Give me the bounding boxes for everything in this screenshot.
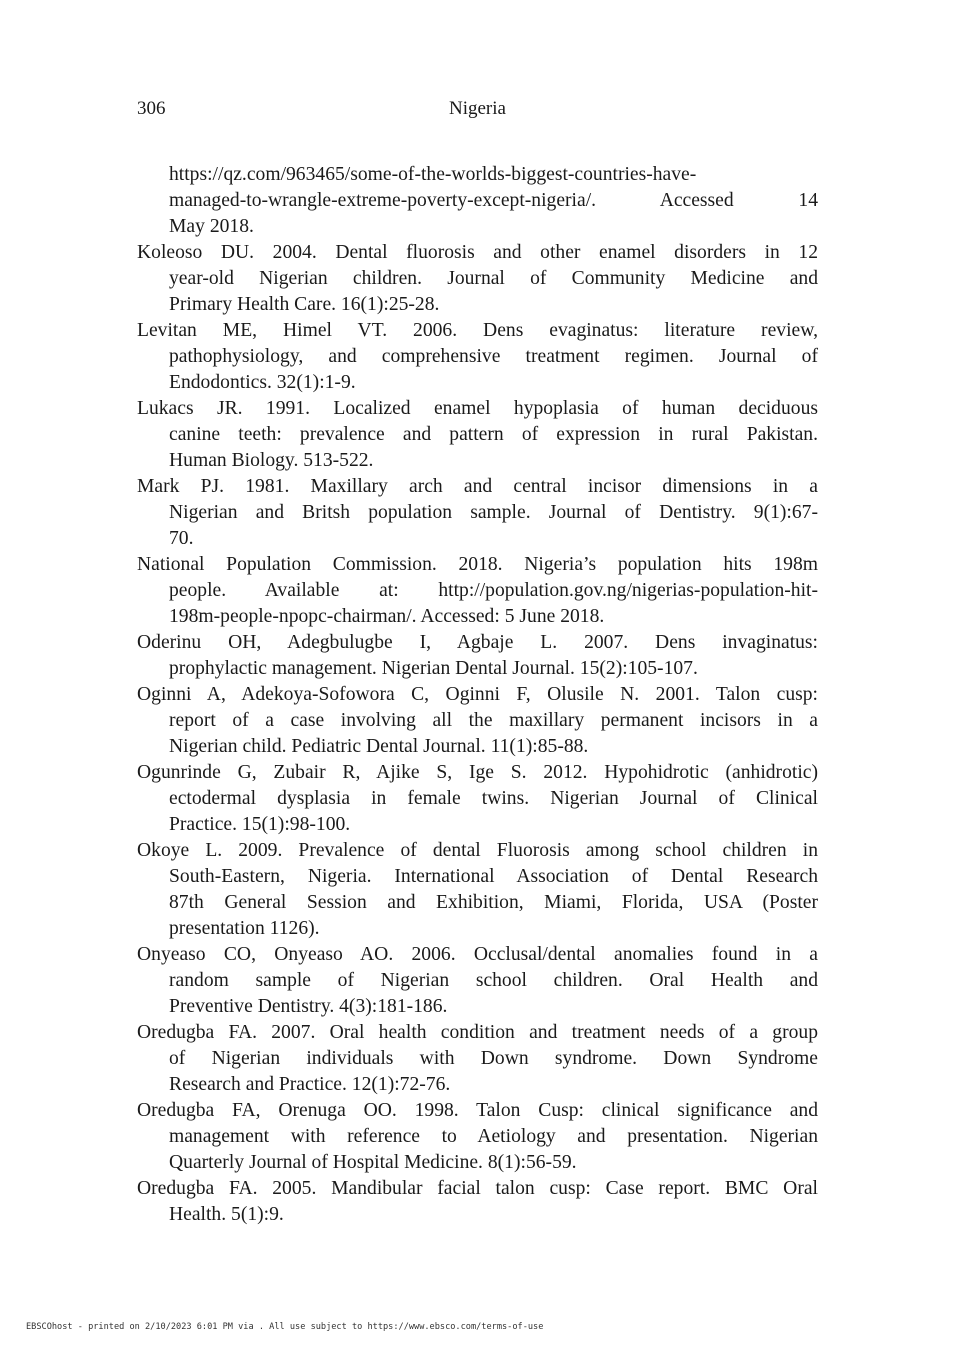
reference-line: pathophysiology, and comprehensive treatment regimen. Journal of [169,346,818,367]
reference-line: 70. [169,528,194,549]
reference-entry [137,838,818,942]
reference-line: https://qz.com/963465/some-of-the-worlds-biggest-countries-have- [169,164,697,185]
reference-entry [137,1098,818,1176]
reference-entry [137,162,818,240]
reference-entry [137,474,818,552]
reference-entry [137,1020,818,1098]
reference-line: May 2018. [169,216,254,237]
reference-line: Oginni A, Adekoya-Sofowora C, Oginni F, Olusile N. 2001. Talon cusp: [137,684,818,705]
print-footer: EBSCOhost - printed on 2/10/2023 6:01 PM via . All use subject to https://www.ebsco.com/terms-of-use [26,1322,544,1332]
reference-list [137,162,818,1228]
reference-line: ectodermal dysplasia in female twins. Nigerian Journal of Clinical [169,788,818,809]
reference-line: people. Available at: http://population.gov.ng/nigerias-population-hit- [169,580,818,601]
reference-entry [137,240,818,318]
reference-entry [137,682,818,760]
reference-entry [137,760,818,838]
reference-line: of Nigerian individuals with Down syndrome. Down Syndrome [169,1048,818,1069]
reference-line: Preventive Dentistry. 4(3):181-186. [169,996,448,1017]
reference-line: year-old Nigerian children. Journal of Community Medicine and [169,268,818,289]
reference-line: Quarterly Journal of Hospital Medicine. 8(1):56-59. [169,1152,577,1173]
reference-line: Koleoso DU. 2004. Dental fluorosis and other enamel disorders in 12 [137,242,818,263]
reference-line: Nigerian child. Pediatric Dental Journal. 11(1):85-88. [169,736,589,757]
reference-line: Endodontics. 32(1):1-9. [169,372,356,393]
reference-line: managed-to-wrangle-extreme-poverty-except-nigeria/. Accessed 14 [169,190,818,211]
reference-line: random sample of Nigerian school children. Oral Health and [169,970,818,991]
reference-line: report of a case involving all the maxillary permanent incisors in a [169,710,818,731]
reference-line: Lukacs JR. 1991. Localized enamel hypoplasia of human deciduous [137,398,818,419]
reference-entry [137,630,818,682]
reference-entry [137,942,818,1020]
reference-line: Practice. 15(1):98-100. [169,814,351,835]
reference-entry [137,396,818,474]
reference-entry [137,1176,818,1228]
reference-line: 87th General Session and Exhibition, Miami, Florida, USA (Poster [169,892,818,913]
reference-line: canine teeth: prevalence and pattern of expression in rural Pakistan. [169,424,818,445]
reference-line: Research and Practice. 12(1):72-76. [169,1074,451,1095]
reference-line: South-Eastern, Nigeria. International Association of Dental Research [169,866,818,887]
reference-line: Health. 5(1):9. [169,1204,284,1225]
reference-entry [137,318,818,396]
running-title: Nigeria [449,98,506,119]
reference-line: National Population Commission. 2018. Nigeria’s population hits 198m [137,554,818,575]
reference-line: 198m-people-npopc-chairman/. Accessed: 5 June 2018. [169,606,605,627]
reference-line: Oderinu OH, Adegbulugbe I, Agbaje L. 2007. Dens invaginatus: [137,632,818,653]
reference-line: Human Biology. 513-522. [169,450,374,471]
reference-line: presentation 1126). [169,918,320,939]
reference-line: Oredugba FA. 2007. Oral health condition and treatment needs of a group [137,1022,818,1043]
reference-line: Mark PJ. 1981. Maxillary arch and central incisor dimensions in a [137,476,818,497]
reference-entry [137,552,818,630]
reference-line: Nigerian and Britsh population sample. Journal of Dentistry. 9(1):67- [169,502,818,523]
reference-line: management with reference to Aetiology and presentation. Nigerian [169,1126,818,1147]
reference-line: Oredugba FA. 2005. Mandibular facial talon cusp: Case report. BMC Oral [137,1178,818,1199]
reference-line: Ogunrinde G, Zubair R, Ajike S, Ige S. 2012. Hypohidrotic (anhidrotic) [137,762,818,783]
reference-line: Oredugba FA, Orenuga OO. 1998. Talon Cusp: clinical significance and [137,1100,818,1121]
reference-line: Okoye L. 2009. Prevalence of dental Fluorosis among school children in [137,840,818,861]
reference-line: prophylactic management. Nigerian Dental Journal. 15(2):105-107. [169,658,698,679]
reference-line: Primary Health Care. 16(1):25-28. [169,294,440,315]
reference-line: Levitan ME, Himel VT. 2006. Dens evaginatus: literature review, [137,320,818,341]
reference-line: Onyeaso CO, Onyeaso AO. 2006. Occlusal/dental anomalies found in a [137,944,818,965]
page-number: 306 [137,98,166,119]
